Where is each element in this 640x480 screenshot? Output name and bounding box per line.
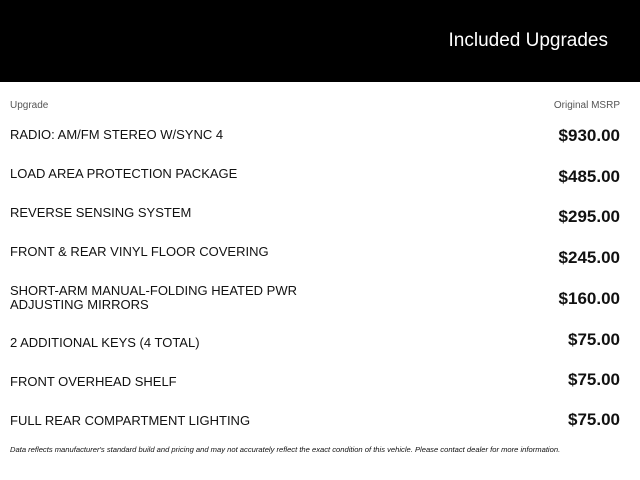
upgrade-label: FRONT & REAR VINYL FLOOR COVERING bbox=[10, 244, 269, 259]
upgrade-price: $75.00 bbox=[568, 330, 620, 349]
header-bar bbox=[0, 0, 640, 82]
upgrade-price: $245.00 bbox=[558, 248, 620, 267]
upgrade-label: RADIO: AM/FM STEREO W/SYNC 4 bbox=[10, 127, 224, 142]
upgrade-label: REVERSE SENSING SYSTEM bbox=[10, 205, 192, 220]
upgrade-price: $295.00 bbox=[558, 207, 620, 226]
upgrade-price: $160.00 bbox=[558, 289, 620, 308]
page-title: Included Upgrades bbox=[448, 30, 608, 51]
msrp-column-header: Original MSRP bbox=[553, 100, 620, 111]
upgrade-price: $930.00 bbox=[558, 126, 620, 145]
upgrade-label: FULL REAR COMPARTMENT LIGHTING bbox=[10, 413, 251, 428]
disclaimer-text: Data reflects manufacturer's standard build and pricing and may not accurately reflect the exact condition of this vehicle. Please contact dealer for more information. bbox=[10, 445, 561, 454]
upgrade-label: 2 ADDITIONAL KEYS (4 TOTAL) bbox=[10, 335, 200, 350]
upgrade-label: FRONT OVERHEAD SHELF bbox=[10, 374, 177, 389]
upgrade-price: $75.00 bbox=[568, 410, 620, 429]
upgrade-price: $75.00 bbox=[568, 370, 620, 389]
upgrade-price: $485.00 bbox=[558, 167, 620, 186]
upgrade-column-header: Upgrade bbox=[10, 100, 49, 111]
upgrade-label: SHORT-ARM MANUAL-FOLDING HEATED PWR ADJUSTING MIRRORS bbox=[10, 283, 297, 312]
upgrade-label: LOAD AREA PROTECTION PACKAGE bbox=[10, 166, 238, 181]
